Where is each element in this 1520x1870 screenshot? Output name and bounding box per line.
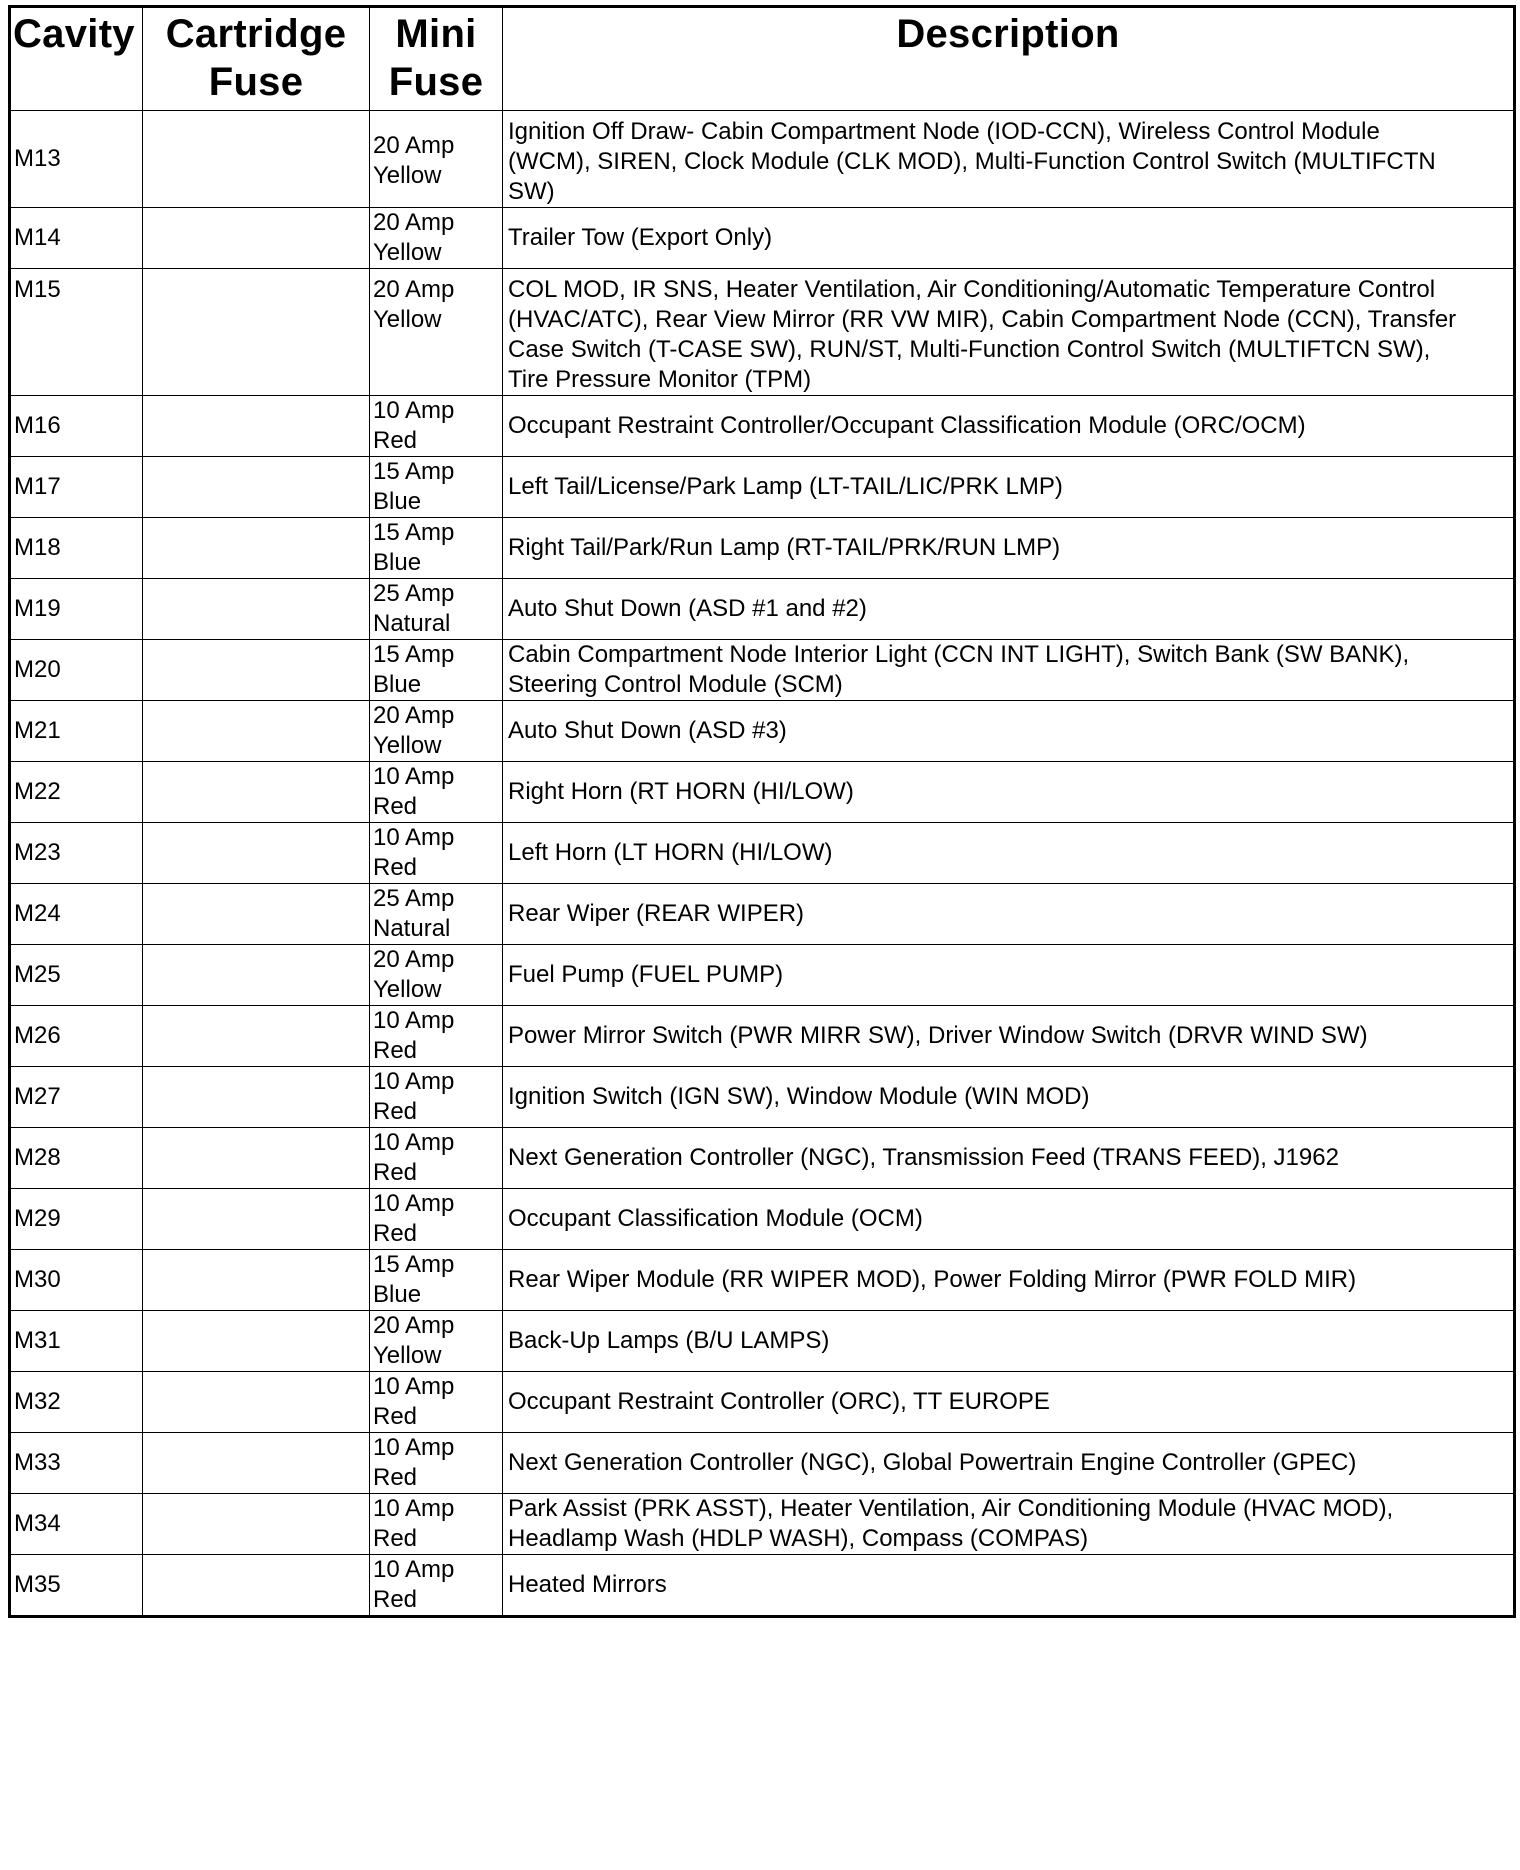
description-line: Occupant Restraint Controller/Occupant Classification Module (ORC/OCM) [508, 412, 1306, 439]
description-line: Rear Wiper Module (RR WIPER MOD), Power Folding Mirror (PWR FOLD MIR) [508, 1266, 1357, 1293]
description-line: Auto Shut Down (ASD #3) [508, 717, 787, 744]
fuse-color: Red [373, 427, 418, 454]
table-row [10, 1067, 1515, 1128]
fuse-color: Red [373, 1586, 418, 1613]
description-cell [503, 1189, 1515, 1250]
cavity-cell: M30 [10, 1250, 143, 1311]
fuse-table [8, 5, 1516, 1618]
description-line: Back-Up Lamps (B/U LAMPS) [508, 1327, 830, 1354]
fuse-amperage: 20 Amp [373, 946, 455, 973]
cavity-cell: M18 [10, 518, 143, 579]
description-cell [503, 579, 1515, 640]
description-cell [503, 1311, 1515, 1372]
cavity-cell: M26 [10, 1006, 143, 1067]
fuse-color: Red [373, 854, 418, 881]
fuse-color: Natural [373, 610, 451, 637]
cavity-cell: M32 [10, 1372, 143, 1433]
description-line: Next Generation Controller (NGC), Transmission Feed (TRANS FEED), J1962 [508, 1144, 1339, 1171]
cavity-cell: M20 [10, 640, 143, 701]
fuse-color: Red [373, 1220, 418, 1247]
fuse-amperage: 20 Amp [373, 209, 455, 236]
cavity-cell: M21 [10, 701, 143, 762]
description-cell [503, 884, 1515, 945]
fuse-amperage: 10 Amp [373, 397, 455, 424]
fuse-amperage: 15 Amp [373, 1251, 455, 1278]
mini-fuse-cell [370, 208, 503, 269]
table-row [10, 518, 1515, 579]
fuse-color: Yellow [373, 1342, 442, 1369]
cartridge-fuse-cell [143, 1189, 370, 1250]
description-line: (WCM), SIREN, Clock Module (CLK MOD), Multi-Function Control Switch (MULTIFCTN [508, 148, 1436, 175]
description-line: Fuel Pump (FUEL PUMP) [508, 961, 784, 988]
fuse-color: Blue [373, 488, 422, 515]
fuse-color: Red [373, 1098, 418, 1125]
fuse-amperage: 15 Amp [373, 641, 455, 668]
fuse-amperage: 10 Amp [373, 1495, 455, 1522]
table-row [10, 579, 1515, 640]
description-cell [503, 1372, 1515, 1433]
fuse-color: Red [373, 1037, 418, 1064]
table-row [10, 1494, 1515, 1555]
description-cell [503, 1128, 1515, 1189]
description-cell [503, 823, 1515, 884]
description-line: Steering Control Module (SCM) [508, 671, 843, 698]
cartridge-fuse-cell [143, 1067, 370, 1128]
fuse-amperage: 10 Amp [373, 1556, 455, 1583]
mini-fuse-cell [370, 945, 503, 1006]
table-row [10, 884, 1515, 945]
description-line: Ignition Off Draw- Cabin Compartment Node (IOD-CCN), Wireless Control Module [508, 118, 1380, 145]
cartridge-fuse-cell [143, 457, 370, 518]
mini-fuse-cell [370, 1311, 503, 1372]
fuse-amperage: 10 Amp [373, 824, 455, 851]
table-row [10, 1433, 1515, 1494]
mini-fuse-cell [370, 269, 503, 396]
cavity-cell: M29 [10, 1189, 143, 1250]
cavity-cell: M28 [10, 1128, 143, 1189]
cartridge-fuse-cell [143, 1555, 370, 1617]
description-cell [503, 1555, 1515, 1617]
description-cell [503, 1250, 1515, 1311]
cartridge-fuse-cell [143, 640, 370, 701]
cartridge-fuse-cell [143, 762, 370, 823]
description-cell [503, 701, 1515, 762]
cartridge-fuse-cell [143, 1494, 370, 1555]
cavity-cell: M15 [10, 269, 143, 396]
table-row [10, 640, 1515, 701]
table-row [10, 1555, 1515, 1617]
fuse-amperage: 10 Amp [373, 1068, 455, 1095]
mini-fuse-cell [370, 1189, 503, 1250]
description-line: Case Switch (T-CASE SW), RUN/ST, Multi-Function Control Switch (MULTIFTCN SW), [508, 336, 1431, 363]
cavity-cell: M17 [10, 457, 143, 518]
description-cell [503, 762, 1515, 823]
description-cell [503, 457, 1515, 518]
cartridge-fuse-cell [143, 111, 370, 208]
table-row [10, 457, 1515, 518]
cavity-cell: M31 [10, 1311, 143, 1372]
description-line: Rear Wiper (REAR WIPER) [508, 900, 805, 927]
fuse-color: Red [373, 1525, 418, 1552]
description-line: Next Generation Controller (NGC), Global Powertrain Engine Controller (GPEC) [508, 1449, 1357, 1476]
description-line: (HVAC/ATC), Rear View Mirror (RR VW MIR), Cabin Compartment Node (CCN), Transfer [508, 306, 1457, 333]
cavity-cell: M27 [10, 1067, 143, 1128]
mini-fuse-cell [370, 396, 503, 457]
cartridge-fuse-cell [143, 945, 370, 1006]
cavity-cell: M16 [10, 396, 143, 457]
fuse-amperage: 10 Amp [373, 1190, 455, 1217]
fuse-color: Blue [373, 1281, 422, 1308]
description-line: Headlamp Wash (HDLP WASH), Compass (COMPAS) [508, 1525, 1089, 1552]
fuse-color: Yellow [373, 976, 442, 1003]
mini-fuse-cell [370, 518, 503, 579]
fuse-amperage: 10 Amp [373, 1129, 455, 1156]
description-line: SW) [508, 178, 555, 205]
cartridge-fuse-cell [143, 701, 370, 762]
table-row [10, 762, 1515, 823]
mini-fuse-cell [370, 579, 503, 640]
description-line: Right Tail/Park/Run Lamp (RT-TAIL/PRK/RUN LMP) [508, 534, 1061, 561]
description-cell [503, 269, 1515, 396]
description-cell [503, 1433, 1515, 1494]
description-cell [503, 518, 1515, 579]
mini-fuse-cell [370, 823, 503, 884]
mini-fuse-cell [370, 701, 503, 762]
cartridge-fuse-cell [143, 823, 370, 884]
description-cell [503, 1494, 1515, 1555]
fuse-color: Yellow [373, 239, 442, 266]
fuse-color: Yellow [373, 162, 442, 189]
cartridge-fuse-cell [143, 579, 370, 640]
fuse-amperage: 20 Amp [373, 276, 455, 303]
description-line: COL MOD, IR SNS, Heater Ventilation, Air Conditioning/Automatic Temperature Control [508, 276, 1436, 303]
cartridge-fuse-cell [143, 884, 370, 945]
mini-fuse-cell [370, 1128, 503, 1189]
description-cell [503, 1067, 1515, 1128]
table-row [10, 111, 1515, 208]
cavity-cell: M35 [10, 1555, 143, 1617]
fuse-color: Blue [373, 549, 422, 576]
cavity-cell: M23 [10, 823, 143, 884]
mini-fuse-cell [370, 640, 503, 701]
fuse-amperage: 10 Amp [373, 1434, 455, 1461]
cavity-cell: M14 [10, 208, 143, 269]
description-line: Ignition Switch (IGN SW), Window Module (WIN MOD) [508, 1083, 1090, 1110]
header-cavity: Cavity [10, 7, 143, 111]
description-cell [503, 396, 1515, 457]
description-cell [503, 208, 1515, 269]
fuse-amperage: 15 Amp [373, 458, 455, 485]
header-description: Description [503, 7, 1515, 111]
description-line: Tire Pressure Monitor (TPM) [508, 366, 812, 393]
cartridge-fuse-cell [143, 518, 370, 579]
fuse-color: Yellow [373, 732, 442, 759]
fuse-amperage: 25 Amp [373, 580, 455, 607]
table-row [10, 1372, 1515, 1433]
cartridge-fuse-cell [143, 1006, 370, 1067]
cartridge-fuse-cell [143, 1311, 370, 1372]
mini-fuse-cell [370, 762, 503, 823]
cartridge-fuse-cell [143, 269, 370, 396]
description-line: Power Mirror Switch (PWR MIRR SW), Driver Window Switch (DRVR WIND SW) [508, 1022, 1368, 1049]
fuse-color: Red [373, 1464, 418, 1491]
table-row [10, 208, 1515, 269]
table-row [10, 945, 1515, 1006]
description-line: Occupant Restraint Controller (ORC), TT EUROPE [508, 1388, 1050, 1415]
description-cell [503, 640, 1515, 701]
description-line: Park Assist (PRK ASST), Heater Ventilation, Air Conditioning Module (HVAC MOD), [508, 1495, 1394, 1522]
table-row [10, 1311, 1515, 1372]
fuse-color: Red [373, 793, 418, 820]
fuse-amperage: 10 Amp [373, 763, 455, 790]
description-line: Trailer Tow (Export Only) [508, 224, 773, 251]
fuse-amperage: 20 Amp [373, 132, 455, 159]
mini-fuse-cell [370, 457, 503, 518]
fuse-amperage: 20 Amp [373, 702, 455, 729]
cavity-cell: M19 [10, 579, 143, 640]
cavity-cell: M25 [10, 945, 143, 1006]
table-row [10, 823, 1515, 884]
description-line: Right Horn (RT HORN (HI/LOW) [508, 778, 854, 805]
description-line: Left Tail/License/Park Lamp (LT-TAIL/LIC/PRK LMP) [508, 473, 1063, 500]
mini-fuse-cell [370, 1250, 503, 1311]
fuse-amperage: 10 Amp [373, 1007, 455, 1034]
header-mini-fuse: Mini Fuse [370, 7, 503, 111]
fuse-color: Natural [373, 915, 451, 942]
fuse-amperage: 10 Amp [373, 1373, 455, 1400]
fuse-amperage: 20 Amp [373, 1312, 455, 1339]
description-line: Occupant Classification Module (OCM) [508, 1205, 923, 1232]
mini-fuse-cell [370, 1006, 503, 1067]
cavity-cell: M22 [10, 762, 143, 823]
description-line: Auto Shut Down (ASD #1 and #2) [508, 595, 867, 622]
cartridge-fuse-cell [143, 208, 370, 269]
cartridge-fuse-cell [143, 1250, 370, 1311]
table-row [10, 1189, 1515, 1250]
mini-fuse-cell [370, 111, 503, 208]
table-row [10, 269, 1515, 396]
table-row [10, 701, 1515, 762]
description-cell [503, 1006, 1515, 1067]
cavity-cell: M34 [10, 1494, 143, 1555]
mini-fuse-cell [370, 1494, 503, 1555]
description-line: Left Horn (LT HORN (HI/LOW) [508, 839, 833, 866]
mini-fuse-cell [370, 1555, 503, 1617]
fuse-color: Blue [373, 671, 422, 698]
mini-fuse-cell [370, 1067, 503, 1128]
table-row [10, 396, 1515, 457]
header-row [10, 7, 1515, 111]
table-row [10, 1250, 1515, 1311]
mini-fuse-cell [370, 884, 503, 945]
cavity-cell: M24 [10, 884, 143, 945]
description-line: Heated Mirrors [508, 1571, 667, 1598]
table-row [10, 1006, 1515, 1067]
mini-fuse-cell [370, 1372, 503, 1433]
fuse-color: Red [373, 1159, 418, 1186]
fuse-color: Yellow [373, 306, 442, 333]
fuse-amperage: 25 Amp [373, 885, 455, 912]
description-line: Cabin Compartment Node Interior Light (CCN INT LIGHT), Switch Bank (SW BANK), [508, 641, 1410, 668]
header-cartridge-fuse: Cartridge Fuse [143, 7, 370, 111]
fuse-amperage: 15 Amp [373, 519, 455, 546]
cartridge-fuse-cell [143, 1433, 370, 1494]
cavity-cell: M13 [10, 111, 143, 208]
mini-fuse-cell [370, 1433, 503, 1494]
cavity-cell: M33 [10, 1433, 143, 1494]
cartridge-fuse-cell [143, 1128, 370, 1189]
fuse-table-body [10, 111, 1515, 1617]
table-row [10, 1128, 1515, 1189]
fuse-color: Red [373, 1403, 418, 1430]
cartridge-fuse-cell [143, 1372, 370, 1433]
description-cell [503, 945, 1515, 1006]
cartridge-fuse-cell [143, 396, 370, 457]
description-cell [503, 111, 1515, 208]
